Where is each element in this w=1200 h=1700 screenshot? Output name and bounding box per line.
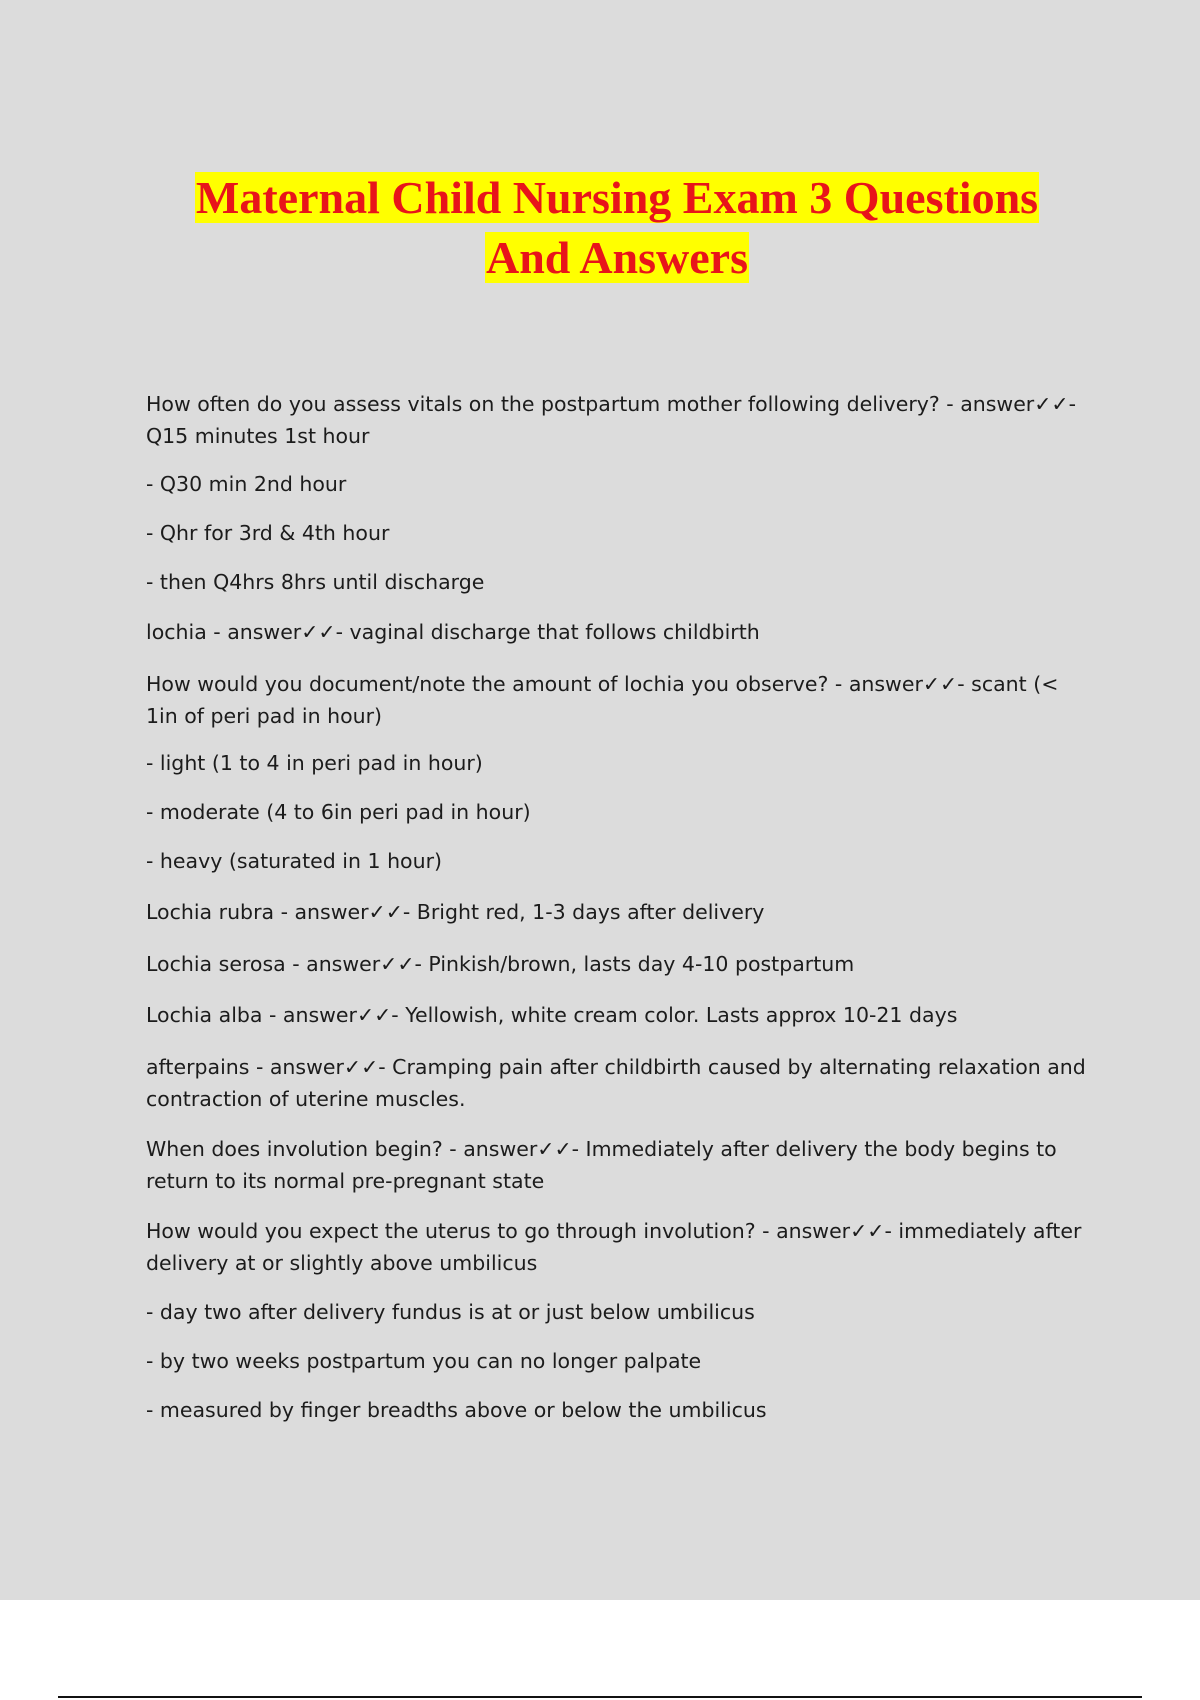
paragraph: When does involution begin? - answer✓✓- Immediately after delivery the body begins to return to its normal pre-pregnant state [146, 1137, 1057, 1193]
paragraph: afterpains - answer✓✓- Cramping pain after childbirth caused by alternating relaxation and contraction of uterine muscles. [146, 1055, 1086, 1111]
document-title [0, 168, 1200, 288]
footer-divider [58, 1696, 1142, 1698]
paragraph: - measured by finger breadths above or below the umbilicus [146, 1398, 767, 1422]
title-line-1: Maternal Child Nursing Exam 3 Questions [195, 172, 1039, 223]
paragraph: - Q30 min 2nd hour [146, 472, 347, 496]
paragraph: Lochia serosa - answer✓✓- Pinkish/brown, lasts day 4-10 postpartum [146, 952, 855, 976]
qa-content [146, 388, 1096, 1426]
paragraph: How often do you assess vitals on the postpartum mother following delivery? - answer✓✓- Q15 minutes 1st hour [146, 392, 1076, 448]
paragraph: How would you document/note the amount of lochia you observe? - answer✓✓- scant (< 1in of peri pad in hour) [146, 672, 1059, 728]
title-line-2: And Answers [485, 232, 748, 283]
paragraph: - Qhr for 3rd & 4th hour [146, 521, 390, 545]
paragraph: - light (1 to 4 in peri pad in hour) [146, 751, 483, 775]
paragraph: - then Q4hrs 8hrs until discharge [146, 570, 485, 594]
paragraph: - heavy (saturated in 1 hour) [146, 849, 443, 873]
paragraph: Lochia rubra - answer✓✓- Bright red, 1-3 days after delivery [146, 900, 765, 924]
paragraph: - by two weeks postpartum you can no longer palpate [146, 1349, 702, 1373]
paragraph: - moderate (4 to 6in peri pad in hour) [146, 800, 531, 824]
paragraph: Lochia alba - answer✓✓- Yellowish, white cream color. Lasts approx 10-21 days [146, 1003, 958, 1027]
paragraph: How would you expect the uterus to go through involution? - answer✓✓- immediately after delivery at or slightly above umbilicus [146, 1219, 1082, 1275]
paragraph: lochia - answer✓✓- vaginal discharge that follows childbirth [146, 620, 760, 644]
paragraph: - day two after delivery fundus is at or just below umbilicus [146, 1300, 755, 1324]
